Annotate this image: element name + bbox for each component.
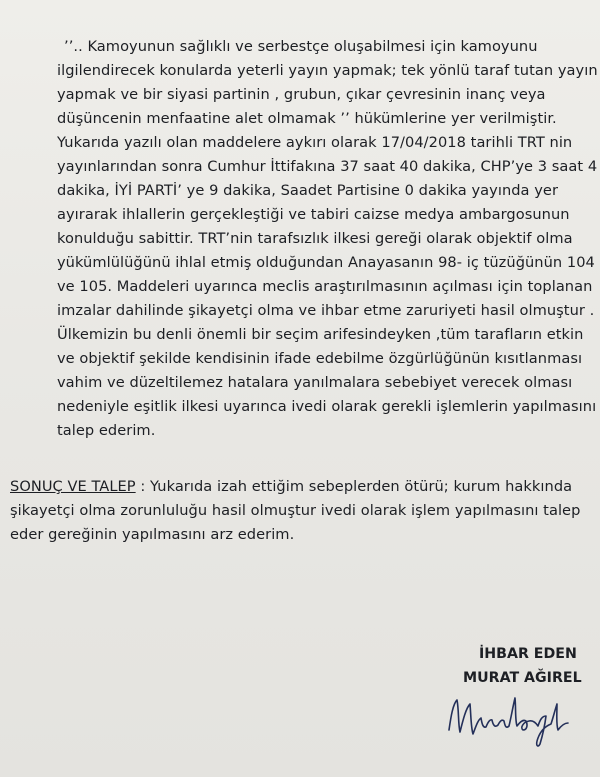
conclusion-line: eder gereğinin yapılmasını arz ederim. (10, 526, 295, 543)
conclusion-line: şikayetçi olma zorunluluğu hasil olmuştur ivedi olarak işlem yapılmasını talep (10, 502, 581, 519)
body-line: ve 105. Maddeleri uyarınca meclis araştırılmasının açılması için toplanan (57, 278, 593, 295)
body-line: Yukarıda yazılı olan maddelere aykırı olarak 17/04/2018 tarihli TRT nin (57, 134, 573, 151)
conclusion-line (10, 478, 572, 496)
informant-name: MURAT AĞIREL (463, 670, 582, 686)
body-line: dakika, İYİ PARTİ’ ye 9 dakika, Saadet Partisine 0 dakika yayında yer (57, 182, 559, 199)
body-line: ’’.. Kamoyunun sağlıklı ve serbestçe oluşabilmesi için kamoyunu (64, 38, 538, 55)
body-line: Ülkemizin bu denli önemli bir seçim arifesindeyken ,tüm tarafların etkin (57, 326, 584, 343)
body-line: düşüncenin menfaatine alet olmamak ’’ hükümlerine yer verilmiştir. (57, 110, 557, 127)
body-line: ve objektif şekilde kendisinin ifade edebilme özgürlüğünün kısıtlanması (57, 350, 583, 367)
informant-title: İHBAR EDEN (479, 646, 577, 662)
body-line: yayınlarından sonra Cumhur İttifakına 37 saat 40 dakika, CHP’ye 3 saat 4 (57, 158, 598, 175)
conclusion-text: Yukarıda izah ettiğim sebeplerden ötürü; kurum hakkında (145, 478, 573, 495)
conclusion-colon: : (135, 478, 146, 495)
body-line: yapmak ve bir siyasi partinin , grubun, çıkar çevresinin inanç veya (57, 86, 546, 103)
conclusion-heading: SONUÇ VE TALEP (10, 478, 136, 495)
body-line: yükümlülüğünü ihlal etmiş olduğundan Anayasanın 98- iç tüzüğünün 104 (57, 254, 595, 271)
body-line: vahim ve düzeltilemez hatalara yanılmalara sebebiyet verecek olması (57, 374, 573, 391)
body-line: nedeniyle eşitlik ilkesi uyarınca ivedi olarak gerekli işlemlerin yapılmasını (57, 398, 597, 415)
body-line: konulduğu sabittir. TRT’nin tarafsızlık ilkesi gereği olarak objektif olma (57, 230, 573, 247)
body-line: talep ederim. (57, 422, 156, 439)
body-line: imzalar dahilinde şikayetçi olma ve ihbar etme zaruriyeti hasil olmuştur . (57, 302, 595, 319)
handwritten-signature (443, 690, 573, 750)
body-line: ilgilendirecek konularda yeterli yayın yapmak; tek yönlü taraf tutan yayın (57, 62, 598, 79)
body-line: ayırarak ihlallerin gerçekleştiği ve tabiri caizse medya ambargosunun (57, 206, 570, 223)
